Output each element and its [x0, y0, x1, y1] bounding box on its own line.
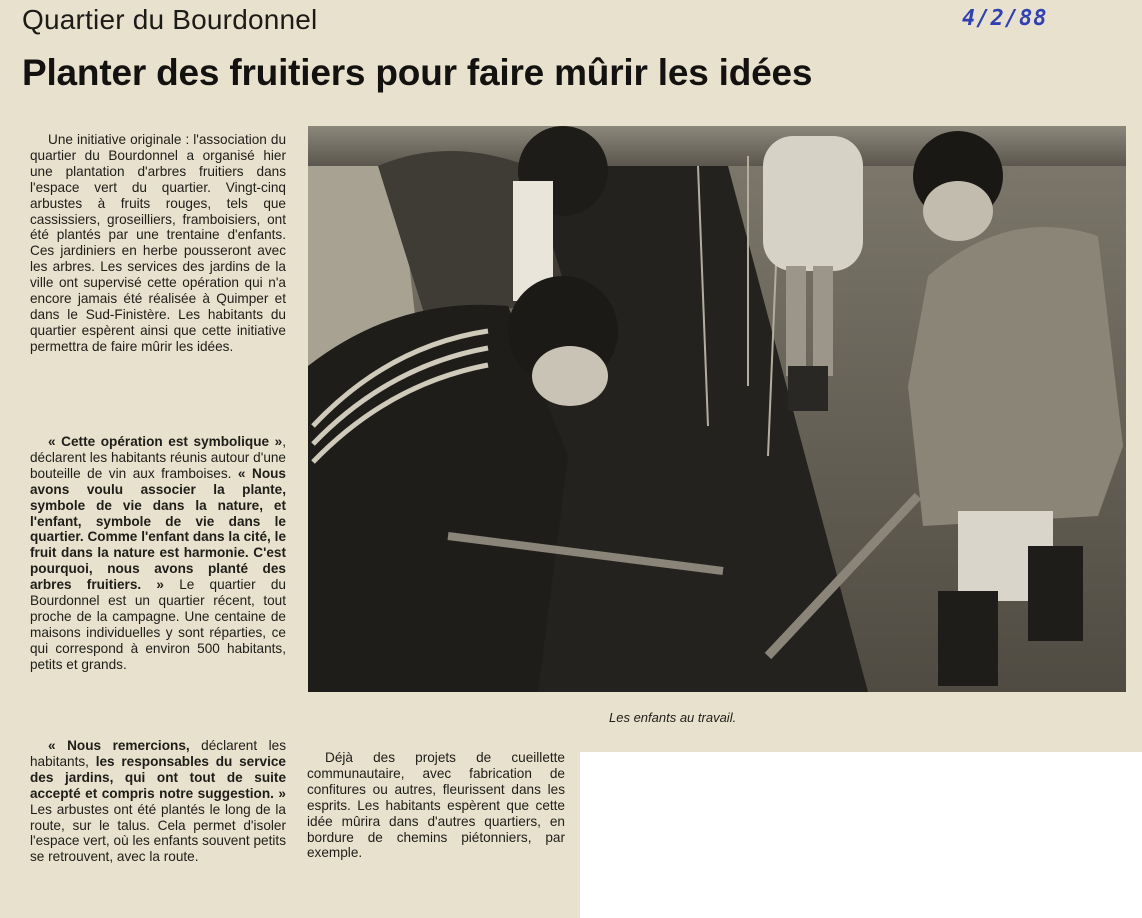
- article-column-1-part-2: [30, 434, 286, 673]
- paragraph-intro: Une initiative originale : l'association du quartier du Bourdonnel a organisé hier une plantation d'arbres fruitiers dans l'espace vert du quartier. Vingt-cinq arbustes à fruits rouges, tels que cassissiers, groseilliers, framboisiers, ont été plantés par une trentaine d'enfants. Ces jardiniers en herbe pousseront avec les arbres. Les services des jardins de la ville ont supervisé cette opération qui n'a encore jamais été réalisée à Quimper et dans le Sud-Finistère. Les habitants du quartier espèrent ainsi que cette initiative permettra de faire mûrir les idées.: [30, 132, 286, 354]
- article-photo: [308, 126, 1126, 692]
- article-headline: Planter des fruitiers pour faire mûrir les idées: [22, 52, 813, 93]
- quote-bold-1: « Cette opération est symbolique »: [48, 434, 283, 449]
- photo-caption: Les enfants au travail.: [609, 710, 737, 725]
- section-title: Quartier du Bourdonnel: [22, 4, 318, 35]
- thanks-bold-2: les responsables du service des jardins, qui ont tout de suite accepté et compris notre suggestion. »: [30, 753, 286, 801]
- article-column-2: [307, 750, 565, 861]
- quote-bold-2: « Nous avons voulu associer la plante, symbole de vie dans la nature, et l'enfant, symbole de vie dans le quartier. Comme l'enfant dans la cité, le fruit dans la nature est harmonie. C'est pourquoi, nous avons planté des arbres fruitiers. »: [30, 465, 286, 593]
- thanks-text-1: déclarent les habitants,: [30, 738, 286, 769]
- clipping-cutout-edge: [580, 752, 1142, 918]
- paragraph-quote-symbolic: [30, 434, 286, 673]
- paragraph-thanks: [30, 738, 286, 865]
- article-column-1-part-3: [30, 738, 286, 865]
- quote-text-2: Le quartier du Bourdonnel est un quartier récent, tout proche de la campagne. Une centaine de maisons individuelles y sont réparties, ce qui correspond à environ 500 habitants, petits et grands.: [30, 577, 286, 672]
- handwritten-date: 4/2/88: [962, 6, 1048, 31]
- thanks-bold-1: « Nous remercions,: [48, 738, 190, 753]
- thanks-text-2: Les arbustes ont été plantés le long de la route, sur le talus. Cela permet d'isoler l'espace vert, où les enfants souvent petits se retrouvent, avec la route.: [30, 801, 286, 865]
- article-column-1-part-1: [30, 132, 286, 355]
- quote-text-1: , déclarent les habitants réunis autour d'une bouteille de vin aux framboises.: [30, 434, 286, 481]
- paragraph-projects: Déjà des projets de cueillette communautaire, avec fabrication de confitures ou autres, fleurissent dans les esprits. Les habitants espèrent que cette idée mûrira dans d'autres quartiers, en bordure de chemins piétonniers, par exemple.: [307, 750, 565, 861]
